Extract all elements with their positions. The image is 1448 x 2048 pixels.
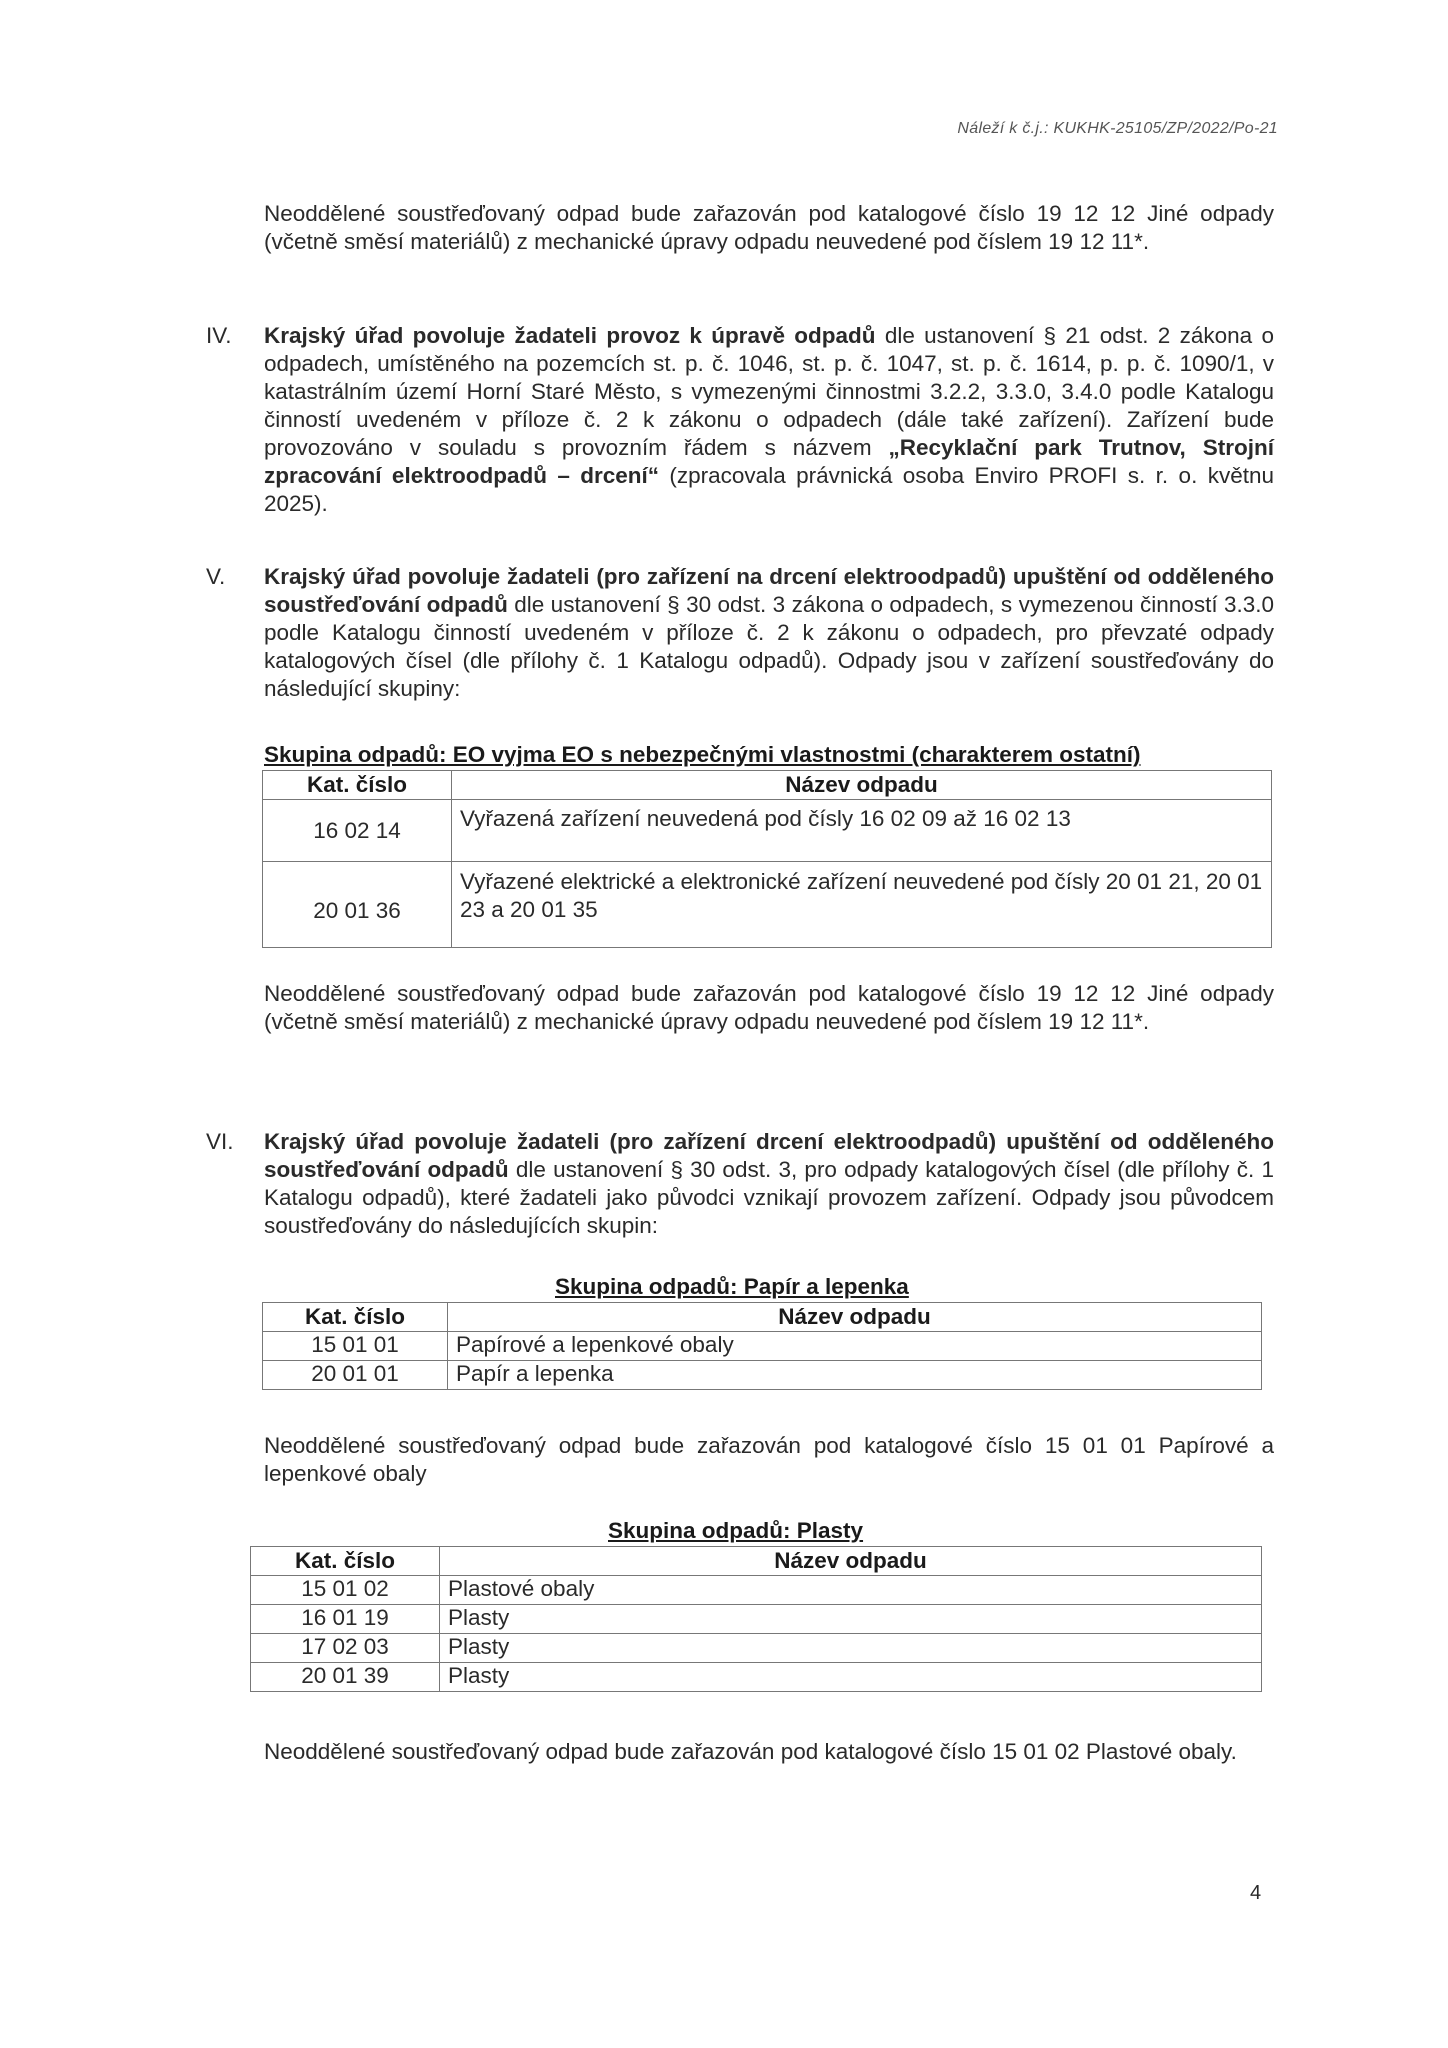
waste-code: 16 02 14 (263, 800, 452, 862)
table-row (263, 1332, 1262, 1361)
table-row (251, 1634, 1262, 1663)
section-text-part: dle ustanovení § 30 odst. 3, pro odpady katalogových čísel (dle přílohy č. 1 Katalogu odpadů), které žadateli jako původci vznikají provozem zařízení. Odpady jsou původcem soustřeďovány do následujících skupin: (264, 1157, 1274, 1238)
column-header-name: Název odpadu (448, 1303, 1262, 1332)
table-header-row (263, 771, 1272, 800)
waste-name: Plasty (440, 1634, 1262, 1663)
table-row (263, 800, 1272, 862)
section-number: IV. (206, 323, 232, 348)
section-bold-lead: Krajský úřad povoluje žadateli provoz k úpravě odpadů (264, 323, 876, 348)
section-text-part: (zpracovala právnická osoba Enviro PROFI s. r. o. květnu 2025). (264, 463, 1274, 516)
waste-table-paper (262, 1302, 1262, 1390)
table-row (263, 862, 1272, 948)
waste-name: Vyřazená zařízení neuvedená pod čísly 16 02 09 až 16 02 13 (452, 800, 1272, 862)
intro-note: Neoddělené soustřeďovaný odpad bude zařazován pod katalogové číslo 19 12 12 Jiné odpady (včetně směsí materiálů) z mechanické úpravy odpadu neuvedené pod číslem 19 12 11*. (264, 201, 1274, 254)
column-header-code: Kat. číslo (263, 1303, 448, 1332)
waste-code: 20 01 36 (263, 862, 452, 948)
column-header-code: Kat. číslo (263, 771, 452, 800)
table-row (251, 1605, 1262, 1634)
plastics-note: Neoddělené soustřeďovaný odpad bude zařazován pod katalogové číslo 15 01 02 Plastové obaly. (264, 1739, 1237, 1764)
section-number: VI. (206, 1129, 234, 1154)
table-header-row (263, 1303, 1262, 1332)
table-row (251, 1576, 1262, 1605)
waste-code: 20 01 39 (251, 1663, 440, 1692)
waste-name: Papír a lepenka (448, 1361, 1262, 1390)
section-text (264, 1128, 1274, 1240)
column-header-name: Název odpadu (452, 771, 1272, 800)
section-bold-lead: Krajský úřad povoluje žadateli (pro zařízení drcení elektroodpadů) upuštění od odděleného soustřeďování odpadů (264, 1129, 1274, 1182)
waste-code: 20 01 01 (263, 1361, 448, 1390)
waste-code: 17 02 03 (251, 1634, 440, 1663)
section-text-part: dle ustanovení § 21 odst. 2 zákona o odpadech, umístěného na pozemcích st. p. č. 1046, st. p. č. 1047, st. p. č. 1614, p. p. č. 1090/1, v katastrálním území Horní Staré Město, s vymezenými činnostmi 3.2.2, 3.3.0, 3.4.0 podle Katalogu činností uvedeném v příloze č. 2 k zákonu o odpadech (dále také zařízení). Zařízení bude provozováno v souladu s provozním řádem s názvem (264, 323, 1274, 460)
reference-number: Náleží k č.j.: KUKHK-25105/ZP/2022/Po-21 (957, 120, 1278, 137)
section-bold-lead: Krajský úřad povoluje žadateli (pro zařízení na drcení elektroodpadů) upuštění od odděleného soustřeďování odpadů (264, 564, 1274, 617)
table-caption: Skupina odpadů: Plasty (608, 1518, 864, 1543)
section-number: V. (206, 564, 226, 589)
page-number: 4 (1250, 1882, 1262, 1904)
waste-code: 15 01 02 (251, 1576, 440, 1605)
table-caption: Skupina odpadů: Papír a lepenka (555, 1274, 909, 1299)
waste-name: Papírové a lepenkové obaly (448, 1332, 1262, 1361)
waste-table-eo (262, 770, 1272, 948)
table-header-row (251, 1547, 1262, 1576)
waste-table-plastics (250, 1546, 1262, 1692)
waste-name: Plasty (440, 1605, 1262, 1634)
section-text-part: dle ustanovení § 30 odst. 3 zákona o odpadech, s vymezenou činností 3.3.0 podle Katalogu činností uvedeném v příloze č. 2 k zákonu o odpadech, pro převzaté odpady katalogových čísel (dle přílohy č. 1 Katalogu odpadů). Odpady jsou v zařízení soustřeďovány do následující skupiny: (264, 592, 1275, 701)
waste-code: 15 01 01 (263, 1332, 448, 1361)
column-header-code: Kat. číslo (251, 1547, 440, 1576)
section-text (264, 322, 1274, 518)
section-text (264, 563, 1274, 703)
table-caption: Skupina odpadů: EO vyjma EO s nebezpečnými vlastnostmi (charakterem ostatní) (264, 742, 1141, 767)
section-v-note: Neoddělené soustřeďovaný odpad bude zařazován pod katalogové číslo 19 12 12 Jiné odpady (včetně směsí materiálů) z mechanické úpravy odpadu neuvedené pod číslem 19 12 11*. (264, 981, 1274, 1034)
waste-name: Plastové obaly (440, 1576, 1262, 1605)
column-header-name: Název odpadu (440, 1547, 1262, 1576)
waste-name: Plasty (440, 1663, 1262, 1692)
paper-note: Neoddělené soustřeďovaný odpad bude zařazován pod katalogové číslo 15 01 01 Papírové a lepenkové obaly (264, 1433, 1274, 1486)
waste-code: 16 01 19 (251, 1605, 440, 1634)
table-row (263, 1361, 1262, 1390)
table-row (251, 1663, 1262, 1692)
operating-rules-name: „Recyklační park Trutnov, Strojní zpracování elektroodpadů – drcení“ (264, 435, 1274, 488)
waste-name: Vyřazené elektrické a elektronické zařízení neuvedené pod čísly 20 01 21, 20 01 23 a 20 01 35 (452, 862, 1272, 948)
